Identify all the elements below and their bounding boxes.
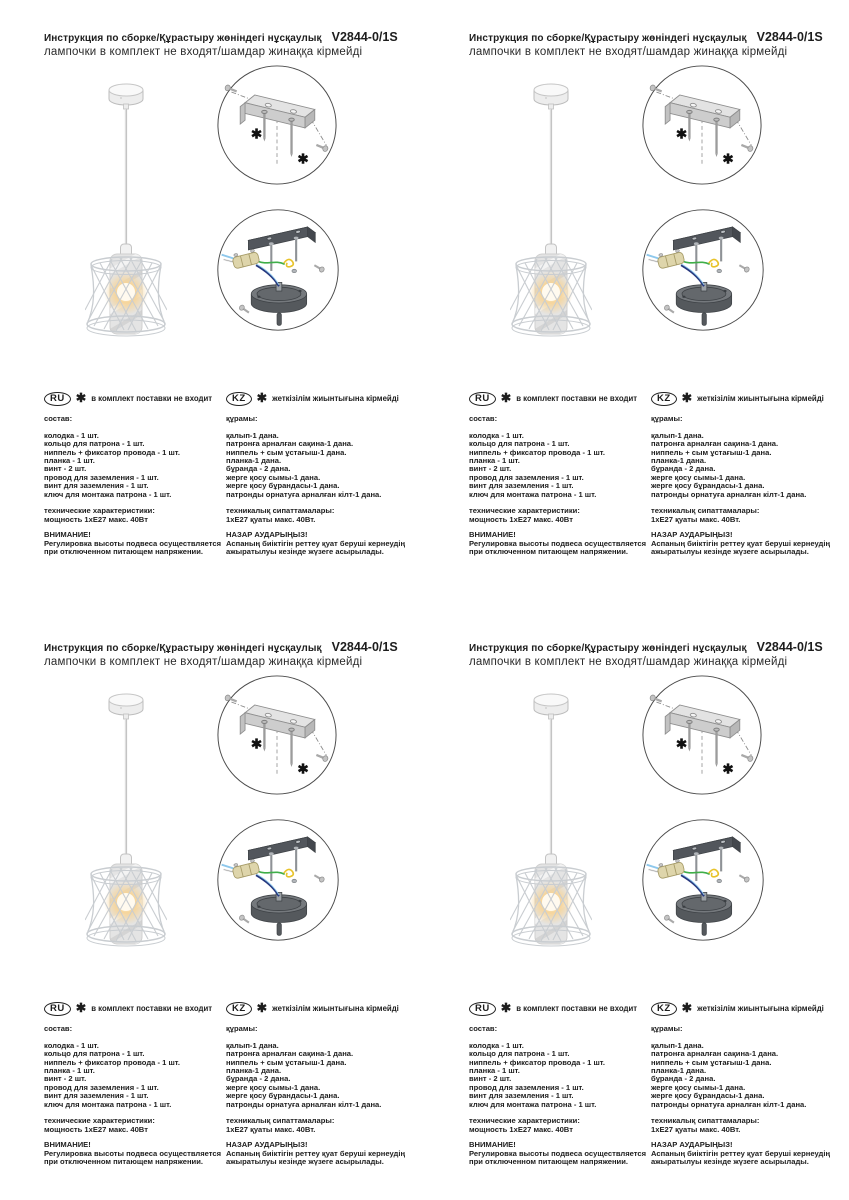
part-item: ниппель + фиксатор провода - 1 шт. <box>469 447 605 457</box>
part-item: ниппель + сым ұстағыш-1 дана. <box>226 447 347 457</box>
contents-label: состав: <box>44 414 73 423</box>
parts-list <box>651 1042 845 1109</box>
specs-label: технические характеристики: <box>44 506 155 516</box>
part-item: патронға арналған сақина-1 дана. <box>226 1049 354 1059</box>
part-item: бұранда - 2 дана. <box>651 464 716 474</box>
part-item: планка - 1 шт. <box>44 1066 95 1076</box>
not-included-note: жеткізілім жиынтығына кірмейді <box>272 1003 399 1013</box>
warning-text: Аспаның биіктігін реттеу қуат беруші кернеудің ажыратылуы кезінде жүзеге асырылады. <box>226 538 406 557</box>
kz-language-badge: KZ <box>226 392 252 406</box>
part-item: патронды орнатуға арналған кілт-1 дана. <box>226 1099 382 1109</box>
part-item: жерге қосу бұрандасы-1 дана. <box>651 481 765 491</box>
kz-section <box>651 1002 845 1166</box>
specs-label: техникалық сипаттамалары: <box>226 1116 335 1126</box>
parts-list <box>226 432 420 499</box>
part-item: бұранда - 2 дана. <box>651 1074 716 1084</box>
part-item: кольцо для патрона - 1 шт. <box>44 1049 145 1059</box>
specs-value: мощность 1хЕ27 макс. 40Вт <box>469 1124 573 1134</box>
parts-list <box>469 1042 647 1109</box>
pendant-lamp-photo <box>58 78 198 368</box>
nut-icon <box>717 269 722 272</box>
part-item: винт для заземления - 1 шт. <box>44 481 149 491</box>
part-item: қалып-1 дана. <box>651 430 704 440</box>
asterisk-icon: ✱ <box>75 1000 87 1015</box>
warning-title: НАЗАР АУДАРЫҢЫЗ! <box>226 1140 308 1150</box>
ceiling-canopy-icon <box>109 84 143 109</box>
specs-label: техникалық сипаттамалары: <box>651 506 760 516</box>
step2-wiring-diagram <box>639 816 767 944</box>
not-included-note: жеткізілім жиынтығына кірмейді <box>697 393 824 403</box>
suspension-cord <box>125 719 126 864</box>
part-item: винт - 2 шт. <box>469 464 512 474</box>
step1-bracket-diagram <box>641 64 763 186</box>
contents-label: құрамы: <box>651 414 683 423</box>
asterisk-icon: ✱ <box>297 151 309 167</box>
part-item: кольцо для патрона - 1 шт. <box>44 439 145 449</box>
part-item: винт для заземления - 1 шт. <box>469 481 574 491</box>
part-item: жерге қосу сымы-1 дана. <box>651 472 746 482</box>
warning-title: НАЗАР АУДАРЫҢЫЗ! <box>226 530 308 540</box>
kz-language-badge: KZ <box>226 1002 252 1016</box>
part-item: винт для заземления - 1 шт. <box>44 1091 149 1101</box>
warning-text: Аспаның биіктігін реттеу қуат беруші кернеудің ажыратылуы кезінде жүзеге асырылады. <box>651 538 831 557</box>
part-item: қалып-1 дана. <box>226 1040 279 1050</box>
pendant-lamp-photo <box>58 688 198 978</box>
assembly-title: Инструкция по сборке/Құрастыру жөніндегі нұсқаулық <box>469 643 747 654</box>
step1-bracket-diagram <box>216 674 338 796</box>
suspension-cord <box>550 109 551 254</box>
asterisk-icon: ✱ <box>681 390 693 405</box>
assembly-title: Инструкция по сборке/Құрастыру жөніндегі нұсқаулық <box>44 643 322 654</box>
part-item: планка-1 дана. <box>651 456 707 466</box>
specs-value: мощность 1хЕ27 макс. 40Вт <box>469 514 573 524</box>
warning-text: Регулировка высоты подвеса осуществляется при отключенном питающем напряжении. <box>469 538 647 557</box>
instruction-sheet <box>30 30 422 595</box>
pendant-lamp-photo <box>483 78 623 368</box>
ru-language-badge: RU <box>469 1002 496 1016</box>
part-item: планка-1 дана. <box>226 456 282 466</box>
step1-bracket-diagram <box>641 674 763 796</box>
model-number: V2844-0/1S <box>331 30 398 44</box>
asterisk-icon: ✱ <box>722 761 734 777</box>
part-item: винт - 2 шт. <box>44 464 87 474</box>
asterisk-icon: ✱ <box>250 126 263 142</box>
sheet-header <box>469 30 844 58</box>
warning-title: ВНИМАНИЕ! <box>469 1140 516 1150</box>
model-number: V2844-0/1S <box>756 640 823 654</box>
contents-label: құрамы: <box>226 1024 258 1033</box>
part-item: ключ для монтажа патрона - 1 шт. <box>469 1099 597 1109</box>
part-item: жерге қосу сымы-1 дана. <box>226 472 321 482</box>
part-item: винт - 2 шт. <box>44 1074 87 1084</box>
specs-label: технические характеристики: <box>469 1116 580 1126</box>
specs-label: техникалық сипаттамалары: <box>651 1116 760 1126</box>
part-item: қалып-1 дана. <box>651 1040 704 1050</box>
part-item: винт для заземления - 1 шт. <box>469 1091 574 1101</box>
nut-icon <box>717 879 722 882</box>
kz-section <box>226 1002 420 1166</box>
step2-wiring-diagram <box>639 206 767 334</box>
ceiling-canopy-icon <box>109 694 143 719</box>
not-included-note: в комплект поставки не входит <box>516 393 638 403</box>
parts-list <box>469 432 647 499</box>
contents-label: состав: <box>469 1024 498 1033</box>
sheet-header <box>44 30 419 58</box>
part-item: патронға арналған сақина-1 дана. <box>651 1049 779 1059</box>
warning-text: Регулировка высоты подвеса осуществляется при отключенном питающем напряжении. <box>44 1148 222 1167</box>
specs-value: 1хЕ27 қуаты макс. 40Вт. <box>651 1124 741 1134</box>
sheet-header <box>44 640 419 668</box>
part-item: қалып-1 дана. <box>226 430 279 440</box>
nut-icon <box>292 269 297 272</box>
asterisk-icon: ✱ <box>256 390 268 405</box>
warning-title: ВНИМАНИЕ! <box>44 1140 91 1150</box>
specs-label: технические характеристики: <box>469 506 580 516</box>
parts-list <box>226 1042 420 1109</box>
ru-section <box>44 392 222 556</box>
part-item: патронды орнатуға арналған кілт-1 дана. <box>651 489 807 499</box>
part-item: бұранда - 2 дана. <box>226 464 291 474</box>
part-item: жерге қосу бұрандасы-1 дана. <box>651 1091 765 1101</box>
part-item: кольцо для патрона - 1 шт. <box>469 439 570 449</box>
ru-section <box>469 1002 647 1166</box>
part-item: ключ для монтажа патрона - 1 шт. <box>44 1099 172 1109</box>
part-item: жерге қосу бұрандасы-1 дана. <box>226 1091 340 1101</box>
suspension-cord <box>550 719 551 864</box>
part-item: ниппель + фиксатор провода - 1 шт. <box>44 1057 180 1067</box>
instruction-sheet <box>455 30 847 595</box>
assembly-title: Инструкция по сборке/Құрастыру жөніндегі нұсқаулық <box>44 33 322 44</box>
warning-title: НАЗАР АУДАРЫҢЫЗ! <box>651 1140 733 1150</box>
part-item: ниппель + фиксатор провода - 1 шт. <box>44 447 180 457</box>
part-item: ключ для монтажа патрона - 1 шт. <box>44 489 172 499</box>
model-number: V2844-0/1S <box>756 30 823 44</box>
part-item: планка-1 дана. <box>226 1066 282 1076</box>
ru-language-badge: RU <box>44 1002 71 1016</box>
pendant-lamp-photo <box>483 688 623 978</box>
asterisk-icon: ✱ <box>675 736 688 752</box>
part-item: колодка - 1 шт. <box>44 430 99 440</box>
step2-wiring-diagram <box>214 206 342 334</box>
part-item: патронды орнатуға арналған кілт-1 дана. <box>226 489 382 499</box>
warning-title: ВНИМАНИЕ! <box>44 530 91 540</box>
asterisk-icon: ✱ <box>681 1000 693 1015</box>
warning-title: НАЗАР АУДАРЫҢЫЗ! <box>651 530 733 540</box>
bulbs-not-included-note: лампочки в комплект не входят/шамдар жинаққа кірмейді <box>469 46 788 58</box>
ceiling-canopy-icon <box>534 694 568 719</box>
part-item: патронды орнатуға арналған кілт-1 дана. <box>651 1099 807 1109</box>
part-item: колодка - 1 шт. <box>469 1040 524 1050</box>
model-number: V2844-0/1S <box>331 640 398 654</box>
kz-section <box>226 392 420 556</box>
instruction-sheet <box>455 640 847 1200</box>
not-included-note: жеткізілім жиынтығына кірмейді <box>697 1003 824 1013</box>
part-item: провод для заземления - 1 шт. <box>469 472 584 482</box>
part-item: планка - 1 шт. <box>44 456 95 466</box>
part-item: жерге қосу сымы-1 дана. <box>226 1082 321 1092</box>
part-item: ниппель + сым ұстағыш-1 дана. <box>651 1057 772 1067</box>
ceiling-canopy-icon <box>534 84 568 109</box>
not-included-note: жеткізілім жиынтығына кірмейді <box>272 393 399 403</box>
specs-value: мощность 1хЕ27 макс. 40Вт <box>44 1124 148 1134</box>
bulbs-not-included-note: лампочки в комплект не входят/шамдар жинаққа кірмейді <box>44 656 363 668</box>
kz-language-badge: KZ <box>651 392 677 406</box>
specs-label: техникалық сипаттамалары: <box>226 506 335 516</box>
part-item: жерге қосу сымы-1 дана. <box>651 1082 746 1092</box>
ru-language-badge: RU <box>44 392 71 406</box>
instruction-sheet <box>30 640 422 1200</box>
warning-title: ВНИМАНИЕ! <box>469 530 516 540</box>
part-item: провод для заземления - 1 шт. <box>469 1082 584 1092</box>
ru-language-badge: RU <box>469 392 496 406</box>
ru-section <box>44 1002 222 1166</box>
contents-label: құрамы: <box>651 1024 683 1033</box>
specs-value: 1хЕ27 қуаты макс. 40Вт. <box>226 514 316 524</box>
sheet-header <box>469 640 844 668</box>
suspension-cord <box>125 109 126 254</box>
part-item: провод для заземления - 1 шт. <box>44 472 159 482</box>
step2-wiring-diagram <box>214 816 342 944</box>
step1-bracket-diagram <box>216 64 338 186</box>
part-item: патронға арналған сақина-1 дана. <box>226 439 354 449</box>
kz-language-badge: KZ <box>651 1002 677 1016</box>
part-item: ключ для монтажа патрона - 1 шт. <box>469 489 597 499</box>
asterisk-icon: ✱ <box>500 390 512 405</box>
asterisk-icon: ✱ <box>297 761 309 777</box>
not-included-note: в комплект поставки не входит <box>516 1003 638 1013</box>
part-item: колодка - 1 шт. <box>44 1040 99 1050</box>
warning-text: Регулировка высоты подвеса осуществляется при отключенном питающем напряжении. <box>44 538 222 557</box>
part-item: колодка - 1 шт. <box>469 430 524 440</box>
warning-text: Регулировка высоты подвеса осуществляется при отключенном питающем напряжении. <box>469 1148 647 1167</box>
part-item: провод для заземления - 1 шт. <box>44 1082 159 1092</box>
part-item: винт - 2 шт. <box>469 1074 512 1084</box>
asterisk-icon: ✱ <box>722 151 734 167</box>
not-included-note: в комплект поставки не входит <box>91 393 213 403</box>
part-item: бұранда - 2 дана. <box>226 1074 291 1084</box>
part-item: ниппель + сым ұстағыш-1 дана. <box>651 447 772 457</box>
parts-list <box>44 1042 222 1109</box>
part-item: кольцо для патрона - 1 шт. <box>469 1049 570 1059</box>
ru-section <box>469 392 647 556</box>
part-item: планка - 1 шт. <box>469 456 520 466</box>
specs-value: мощность 1хЕ27 макс. 40Вт <box>44 514 148 524</box>
asterisk-icon: ✱ <box>500 1000 512 1015</box>
specs-value: 1хЕ27 қуаты макс. 40Вт. <box>226 1124 316 1134</box>
nut-icon <box>292 879 297 882</box>
specs-value: 1хЕ27 қуаты макс. 40Вт. <box>651 514 741 524</box>
part-item: планка-1 дана. <box>651 1066 707 1076</box>
part-item: планка - 1 шт. <box>469 1066 520 1076</box>
part-item: патронға арналған сақина-1 дана. <box>651 439 779 449</box>
bulbs-not-included-note: лампочки в комплект не входят/шамдар жинаққа кірмейді <box>44 46 363 58</box>
asterisk-icon: ✱ <box>75 390 87 405</box>
asterisk-icon: ✱ <box>256 1000 268 1015</box>
assembly-title: Инструкция по сборке/Құрастыру жөніндегі нұсқаулық <box>469 33 747 44</box>
warning-text: Аспаның биіктігін реттеу қуат беруші кернеудің ажыратылуы кезінде жүзеге асырылады. <box>651 1148 831 1167</box>
asterisk-icon: ✱ <box>675 126 688 142</box>
kz-section <box>651 392 845 556</box>
contents-label: состав: <box>469 414 498 423</box>
contents-label: құрамы: <box>226 414 258 423</box>
parts-list <box>651 432 845 499</box>
contents-label: состав: <box>44 1024 73 1033</box>
specs-label: технические характеристики: <box>44 1116 155 1126</box>
bulbs-not-included-note: лампочки в комплект не входят/шамдар жинаққа кірмейді <box>469 656 788 668</box>
part-item: ниппель + фиксатор провода - 1 шт. <box>469 1057 605 1067</box>
warning-text: Аспаның биіктігін реттеу қуат беруші кернеудің ажыратылуы кезінде жүзеге асырылады. <box>226 1148 406 1167</box>
parts-list <box>44 432 222 499</box>
asterisk-icon: ✱ <box>250 736 263 752</box>
part-item: жерге қосу бұрандасы-1 дана. <box>226 481 340 491</box>
not-included-note: в комплект поставки не входит <box>91 1003 213 1013</box>
part-item: ниппель + сым ұстағыш-1 дана. <box>226 1057 347 1067</box>
